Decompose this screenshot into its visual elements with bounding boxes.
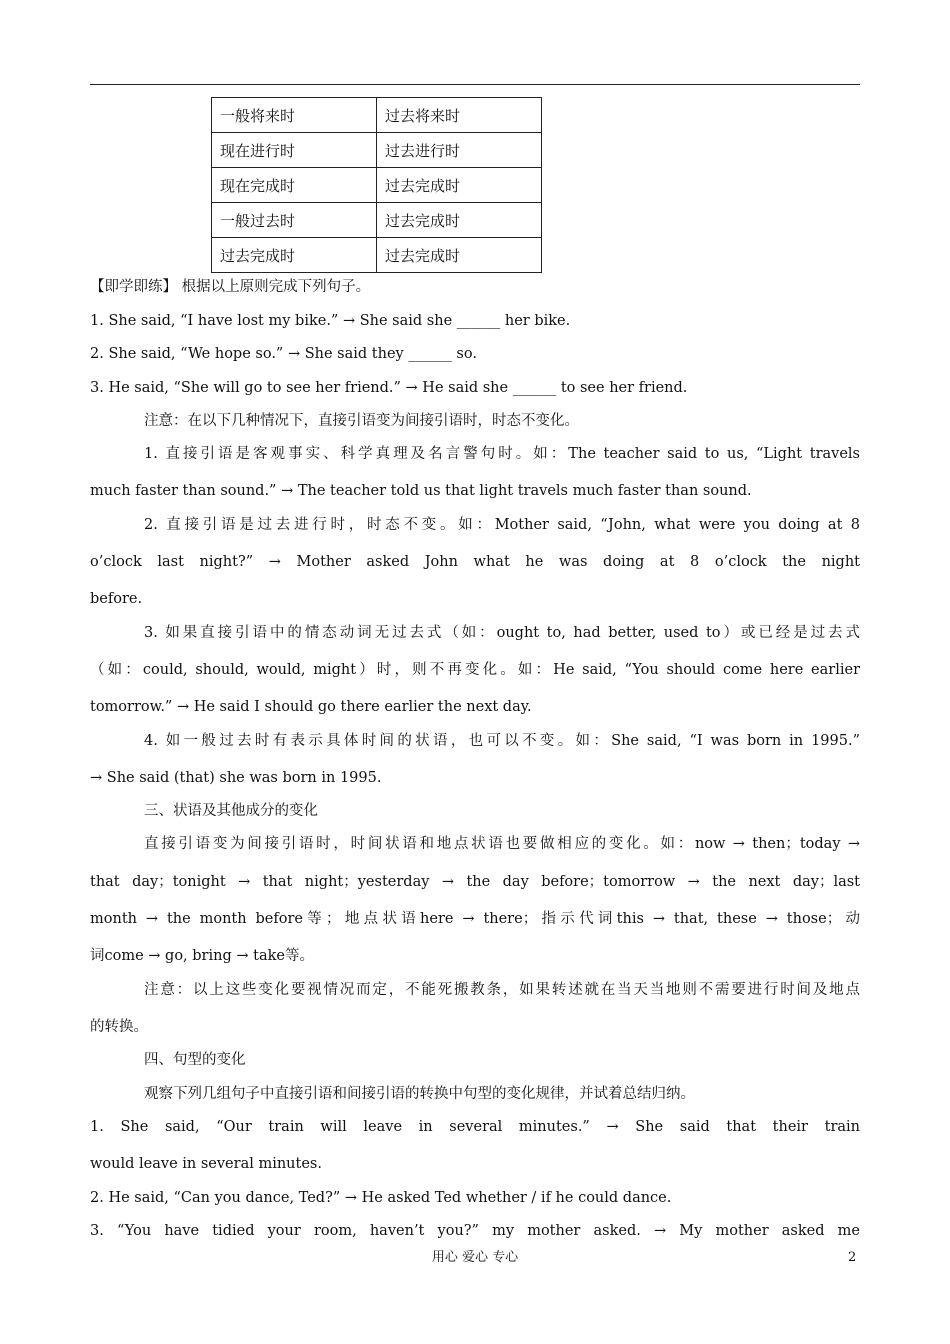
table-cell: 现在进行时 [212,133,377,168]
section-3-para-line-3: month → the month before等；地点状语here → there；指示代词this → that, these → those；动 [90,911,860,927]
table-row [212,203,542,238]
table-cell: 过去将来时 [377,98,542,133]
note-2-line-1: 注意：以上这些变化要视情况而定，不能死搬教条，如果转述就在当天当地则不需要进行时间及地点 [144,982,860,998]
table-cell: 过去完成时 [212,238,377,273]
rule-3-line-2: （如：could, should, would, might）时，则不再变化。如：He said, “You should come here earlier [90,662,860,678]
example-3-line-1: 3. “You have tidied your room, haven’t you?” my mother asked. → My mother asked me [90,1223,860,1239]
table-cell: 过去完成时 [377,238,542,273]
rule-4-line-2: → She said (that) she was born in 1995. [90,770,382,786]
note-2-line-2: 的转换。 [90,1019,148,1035]
exercise-2: 2. She said, “We hope so.” → She said they ______ so. [90,346,477,362]
rule-2-line-2: o’clock last night?” → Mother asked John what he was doing at 8 o’clock the night [90,554,860,570]
table-cell: 一般过去时 [212,203,377,238]
note-tense-unchanged: 注意：在以下几种情况下，直接引语变为间接引语时，时态不变化。 [144,413,579,429]
table-cell: 过去完成时 [377,168,542,203]
table-cell: 一般将来时 [212,98,377,133]
rule-3-line-3: tomorrow.” → He said I should go there earlier the next day. [90,699,532,715]
table-row [212,238,542,273]
section-3-para-line-4: 词come → go, bring → take等。 [90,948,314,964]
table-row [212,133,542,168]
rule-1-line-2: much faster than sound.” → The teacher told us that light travels much faster than sound. [90,483,752,499]
section-3-para-line-1: 直接引语变为间接引语时，时间状语和地点状语也要做相应的变化。如：now → then；today → [144,836,860,852]
section-4-heading: 四、句型的变化 [144,1052,246,1068]
table-cell: 过去进行时 [377,133,542,168]
rule-2-line-1: 2. 直接引语是过去进行时，时态不变。如：Mother said, “John, what were you doing at 8 [144,517,860,533]
rule-4-line-1: 4. 如一般过去时有表示具体时间的状语，也可以不变。如：She said, “I was born in 1995.” [144,733,860,749]
section-4-intro: 观察下列几组句子中直接引语和间接引语的转换中句型的变化规律，并试着总结归纳。 [144,1086,695,1102]
header-rule [90,84,860,85]
page-footer: 用心 爱心 专心 [431,1250,519,1265]
rule-3-line-1: 3. 如果直接引语中的情态动词无过去式（如：ought to, had better, used to）或已经是过去式 [144,625,860,641]
practice-heading: 【即学即练】 根据以上原则完成下列句子。 [90,279,371,295]
table-row [212,168,542,203]
page-number: 2 [848,1250,857,1265]
example-1-line-1: 1. She said, “Our train will leave in several minutes.” → She said that their train [90,1119,860,1135]
rule-2-line-3: before. [90,591,143,607]
tense-table [211,97,542,273]
example-2: 2. He said, “Can you dance, Ted?” → He asked Ted whether / if he could dance. [90,1190,672,1206]
rule-1-line-1: 1. 直接引语是客观事实、科学真理及名言警句时。如：The teacher said to us, “Light travels [144,446,860,462]
section-3-para-line-2: that day；tonight → that night；yesterday → the day before；tomorrow → the next day；last [90,874,860,890]
exercise-1: 1. She said, “I have lost my bike.” → She said she ______ her bike. [90,313,571,329]
table-cell: 现在完成时 [212,168,377,203]
example-1-line-2: would leave in several minutes. [90,1156,322,1172]
section-3-heading: 三、状语及其他成分的变化 [144,803,318,819]
table-cell: 过去完成时 [377,203,542,238]
table-row [212,98,542,133]
exercise-3: 3. He said, “She will go to see her friend.” → He said she ______ to see her friend. [90,380,688,396]
